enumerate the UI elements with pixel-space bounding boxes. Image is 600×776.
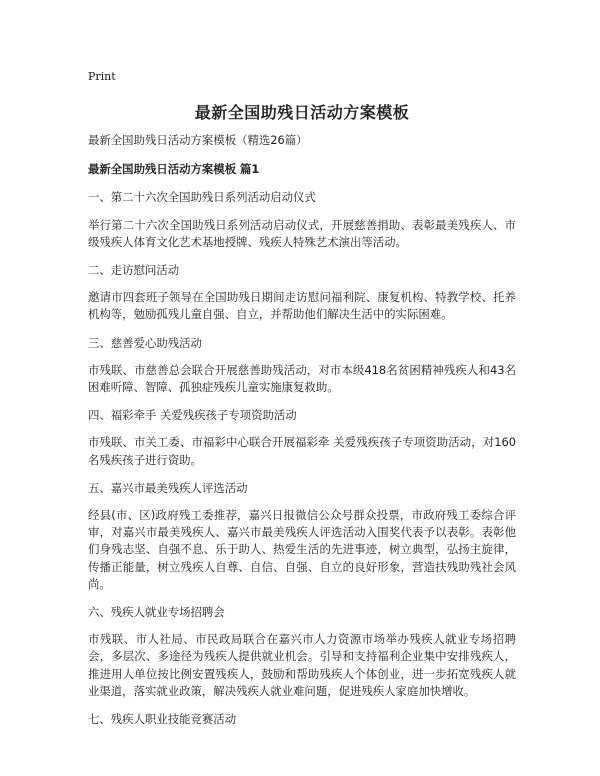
item-heading-2: 二、走访慰问活动 bbox=[88, 263, 180, 278]
article-subtitle: 最新全国助残日活动方案模板（精选26篇） bbox=[88, 133, 308, 147]
item-heading-6: 六、残疾人就业专场招聘会 bbox=[88, 605, 225, 620]
item-heading-7: 七、残疾人职业技能竞赛活动 bbox=[88, 712, 237, 727]
item-heading-3: 三、慈善爱心助残活动 bbox=[88, 335, 202, 350]
item-body-3: 市残联、市慈善总会联合开展慈善助残活动，对市本级418名贫困精神残疾人和43名困难听障、智障、孤独症残疾儿童实施康复救助。 bbox=[88, 362, 516, 395]
section-heading: 最新全国助残日活动方案模板 篇1 bbox=[88, 162, 260, 177]
item-heading-1: 一、第二十六次全国助残日系列活动启动仪式 bbox=[88, 190, 316, 205]
item-heading-5: 五、嘉兴市最美残疾人评选活动 bbox=[88, 480, 248, 495]
item-body-2: 邀请市四套班子领导在全国助残日期间走访慰问福利院、康复机构、特教学校、托养机构等，勉励孤残儿童自强、自立，并帮助他们解决生活中的实际困难。 bbox=[88, 290, 516, 322]
page-title: 最新全国助残日活动方案模板 bbox=[194, 103, 410, 122]
item-body-4: 市残联、市关工委、市福彩中心联合开展福彩牵 关爱残疾孩子专项资助活动，对160名残疾孩子进行资助。 bbox=[88, 435, 516, 467]
item-body-6: 市残联、市人社局、市民政局联合在嘉兴市人力资源市场举办残疾人就业专场招聘会，多层次、多途径为残疾人提供就业机会。引导和支持福利企业集中安排残疾人，推进用人单位按比例安置残疾人，鼓励和帮助残疾人个体创业，进一步拓宽残疾人就业渠道，落实就业政策，解决残疾人就业难问题，促进残疾人家庭加快增收。 bbox=[88, 632, 516, 698]
item-body-5: 经县(市、区)政府残工委推荐，嘉兴日报微信公众号群众投票，市政府残工委综合评审，对嘉兴市最美残疾人、嘉兴市最美残疾人评选活动入围奖代表予以表彰。表彰他们身残志坚、自强不息、乐于助人、热爱生活的先进事迹，树立典型，弘扬主旋律，传播正能量，树立残疾人自尊、自信、自强、自立的良好形象，营造扶残助残社会风尚。 bbox=[88, 508, 516, 591]
print-link[interactable]: Print bbox=[88, 70, 116, 83]
article-body bbox=[88, 132, 516, 738]
item-heading-4: 四、福彩牵手 关爱残疾孩子专项资助活动 bbox=[88, 408, 297, 423]
item-body-1: 举行第二十六次全国助残日系列活动启动仪式，开展慈善捐助、表彰最美残疾人、市级残疾人体育文化艺术基地授牌、残疾人特殊艺术演出等活动。 bbox=[88, 217, 516, 249]
